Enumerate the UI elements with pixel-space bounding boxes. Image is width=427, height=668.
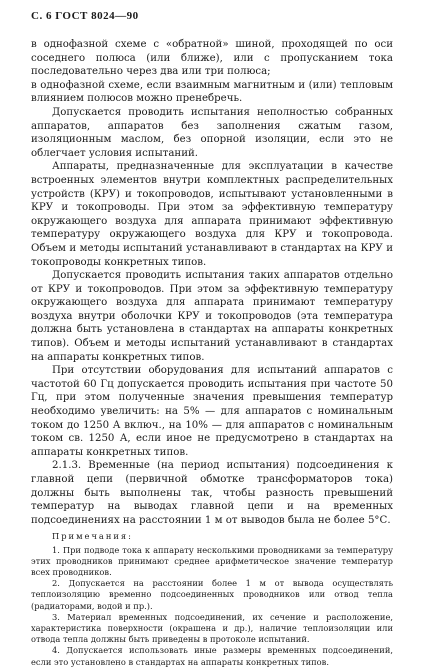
paragraph: 2.1.3. Временные (на период испытания) подсоединения к главной цепи (первичной обмотке трансформаторов тока) должны быть выполнены так, чтобы разность превышений температур на выводах главной цепи и на временных подсоединениях на расстоянии 1 м от выводов была не более 5°С. bbox=[31, 460, 393, 526]
paragraph: Аппараты, предназначенные для эксплуатации в качестве встроенных элементов внутри комплектных распределительных устройств (КРУ) и токопроводов, испытывают установленными в КРУ и токопроводы. При этом за эффективную температуру окружающего воздуха для аппарата принимают эффективную температуру окружающего воздуха для КРУ и токопровода. Объем и методы испытаний устанавливают в стандартах на КРУ и токопроводы конкретных типов. bbox=[31, 161, 393, 268]
note-item: 4. Допускается использовать иные размеры временных подсоединений, если это установлено в стандартах на аппараты конкретных типов. bbox=[31, 645, 393, 667]
page-header: С. 6 ГОСТ 8024—90 bbox=[31, 10, 139, 22]
paragraph: При отсутствии оборудования для испытаний аппаратов с частотой 60 Гц допускается проводить испытания при частоте 50 Гц, при этом полученные значения превышения температур необходимо увеличить: на 5% — для аппаратов с номинальным током до 1250 А включ., на 10% — для аппаратов с номинальным током св. 1250 А, если иное не предусмотрено в стандартах на аппараты конкретных типов. bbox=[31, 365, 393, 458]
paragraph: в однофазной схеме с «обратной» шиной, проходящей по оси соседнего полюса (или ближе), или с пропусканием тока последовательно через два или три полюса; bbox=[31, 39, 393, 78]
paragraph: Допускается проводить испытания таких аппаратов отдельно от КРУ и токопроводов. При этом за эффективную температуру окружающего воздуха для аппарата принимают температуру воздуха внутри оболочки КРУ и токопроводов (эта температура должна быть установлена в стандартах на аппараты конкретных типов). Объем и методы испытаний устанавливают в стандартах на аппараты конкретных типов. bbox=[31, 270, 393, 363]
paragraph: в однофазной схеме, если взаимным магнитным и (или) тепловым влиянием полюсов можно пренебречь. bbox=[31, 79, 393, 105]
note-item: 2. Допускается на расстоянии более 1 м от вывода осуществлять теплоизоляцию временно подсоединенных проводников или отвод тепла (радиаторами, водой и пр.). bbox=[31, 578, 393, 611]
notes-section bbox=[31, 531, 393, 667]
note-item: 1. При подводе тока к аппарату несколькими проводниками за температуру этих проводников принимают среднее арифметическое значение температур всех проводников. bbox=[31, 544, 393, 577]
body-text bbox=[31, 38, 393, 527]
paragraph: Допускается проводить испытания неполностью собранных аппаратов, аппаратов без заполнения сжатым газом, изоляционным маслом, без опорной изоляции, если это не облегчает условия испытаний. bbox=[31, 106, 393, 159]
note-item: 3. Материал временных подсоединений, их сечение и расположение, характеристика поверхности (окрашена и др.), наличие теплоизоляции или отвода тепла должны быть приведены в протоколе испытаний. bbox=[31, 611, 393, 645]
notes-title: Примечания: bbox=[52, 531, 133, 542]
